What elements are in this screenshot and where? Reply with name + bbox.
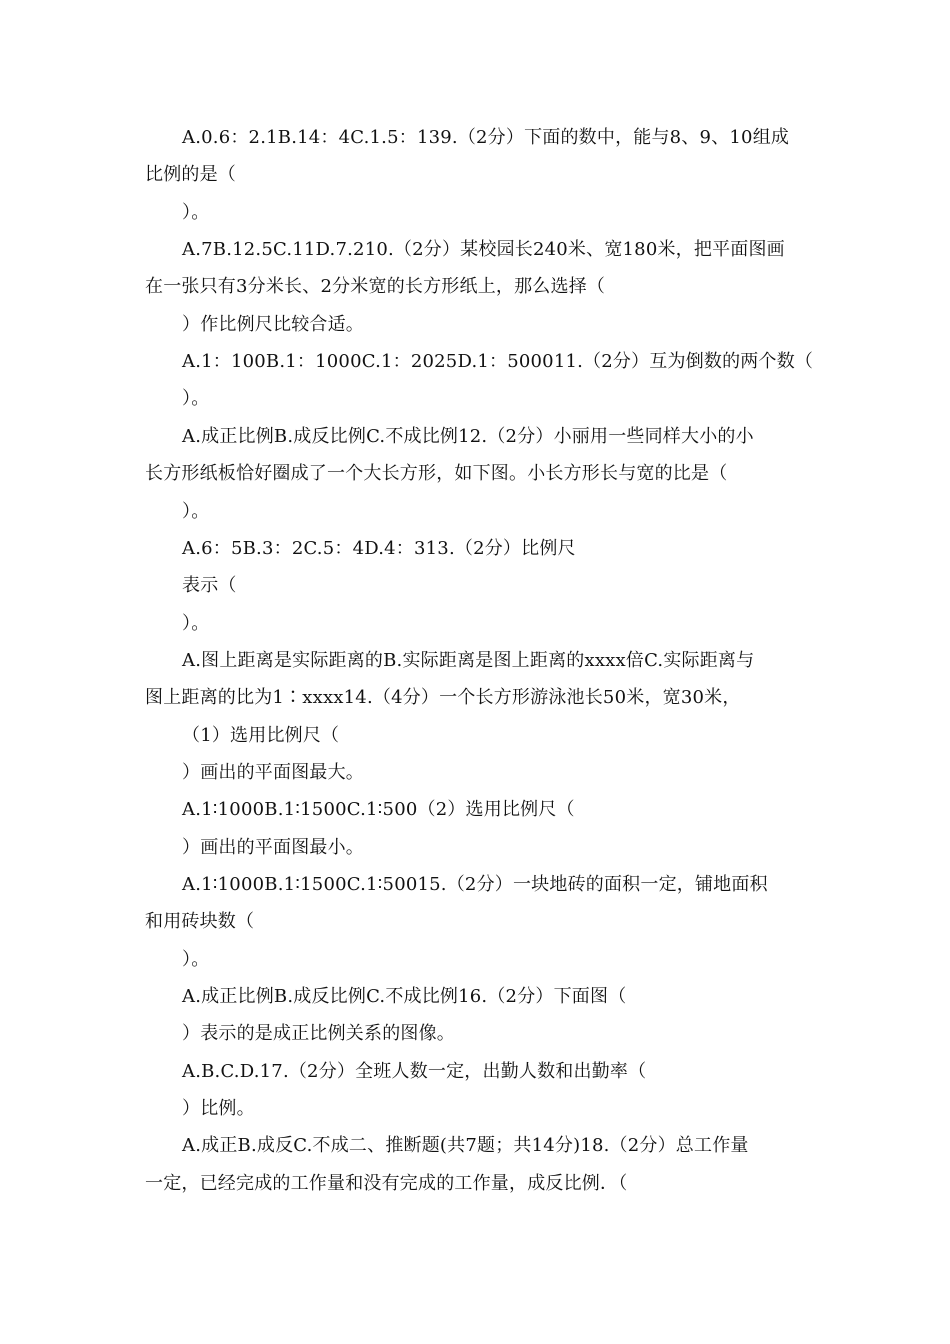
text-line-27: ）比例。 (182, 1098, 255, 1119)
text-line-9: A.成正比例B.成反比例C.不成比例12.（2分）小丽用一些同样大小的小 (182, 426, 754, 447)
text-line-18: ）画出的平面图最大。 (182, 762, 364, 783)
text-line-1: A.0.6：2.1B.14：4C.1.5：139.（2分）下面的数中，能与8、9、10组成 (182, 127, 790, 148)
text-line-17: （1）选用比例尺（ (182, 725, 340, 746)
text-line-21: A.1∶1000B.1∶1500C.1∶50015.（2分）一块地砖的面积一定，铺地面积 (182, 874, 768, 895)
text-line-5: 在一张只有3分米长、2分米宽的长方形纸上，那么选择（ (145, 276, 606, 297)
text-line-8: ）。 (182, 388, 210, 409)
text-line-25: ）表示的是成正比例关系的图像。 (182, 1023, 455, 1044)
text-line-10: 长方形纸板恰好圈成了一个大长方形，如下图。小长方形长与宽的比是（ (145, 463, 728, 484)
text-line-6: ）作比例尺比较合适。 (182, 314, 364, 335)
text-line-28: A.成正B.成反C.不成二、推断题(共7题；共14分)18.（2分）总工作量 (182, 1135, 749, 1156)
text-line-22: 和用砖块数（ (145, 911, 255, 932)
text-line-7: A.1：100B.1：1000C.1：2025D.1：500011.（2分）互为倒数的两个数（ (182, 351, 814, 372)
text-line-29: 一定，已经完成的工作量和没有完成的工作量，成反比例．（ (145, 1173, 628, 1194)
text-line-26: A.B.C.D.17.（2分）全班人数一定，出勤人数和出勤率（ (182, 1061, 647, 1082)
text-line-14: ）。 (182, 613, 210, 634)
text-line-11: ）。 (182, 501, 210, 522)
text-line-12: A.6：5B.3：2C.5：4D.4：313.（2分）比例尺 (182, 538, 576, 559)
text-line-4: A.7B.12.5C.11D.7.210.（2分）某校园长240米、宽180米，把平面图画 (182, 239, 785, 260)
text-line-24: A.成正比例B.成反比例C.不成比例16.（2分）下面图（ (182, 986, 627, 1007)
text-line-15: A.图上距离是实际距离的B.实际距离是图上距离的xxxx倍C.实际距离与 (182, 650, 755, 671)
text-line-23: ）。 (182, 949, 210, 970)
text-line-2: 比例的是（ (145, 164, 236, 185)
text-line-19: A.1∶1000B.1∶1500C.1∶500（2）选用比例尺（ (182, 799, 575, 820)
text-line-20: ）画出的平面图最小。 (182, 837, 364, 858)
text-line-13: 表示（ (182, 575, 237, 596)
text-line-3: ）。 (182, 202, 210, 223)
text-line-16: 图上距离的比为1∶xxxx14.（4分）一个长方形游泳池长50米，宽30米， (145, 687, 741, 708)
